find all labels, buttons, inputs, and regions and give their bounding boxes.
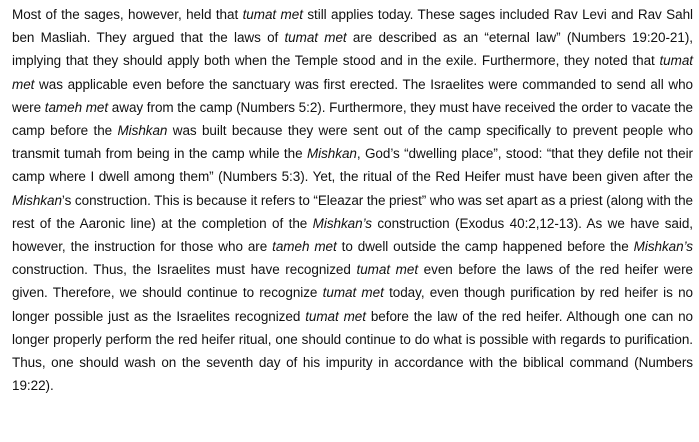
italic-term: tumat met	[356, 262, 419, 278]
text-run: construction. Thus, the Israelites must have recognized	[12, 262, 357, 278]
italic-term: Mishkan	[12, 192, 62, 208]
text-run: to dwell outside the camp happened before the	[336, 239, 634, 255]
text-run: today, even though purification by red heifer is no longer possible just as the Israelites recognized	[12, 285, 693, 324]
italic-term: tumat met	[284, 30, 347, 46]
text-run: are described as an “eternal law” (Numbers 19:20-21), implying that they should apply both when the Temple stood and in the exile. Furthermore, they noted that	[12, 30, 693, 69]
text-run: was applicable even before the sanctuary was first erected. The Israelites were commanded to send all who were	[12, 76, 693, 115]
text-run: even before the laws of the red heifer were given. Therefore, we should continue to recognize	[12, 262, 693, 301]
italic-term: Mishkan’s	[633, 239, 693, 255]
italic-term: tameh met	[44, 99, 109, 115]
text-run: away from the camp (Numbers 5:2). Furthermore, they must have received the order to vacate the camp before the	[12, 99, 693, 139]
text-run: before the law of the red heifer. Although one can no longer properly perform the red heifer ritual, one should continue to do what is possible with regards to purification. Thus, one should wash on the seventh day of his impurity in accordance with the biblical command (Numbers 19:22).	[12, 308, 693, 394]
text-run: was built because they were sent out of the camp specifically to prevent people who transmit tumah from being in the camp while the	[12, 123, 693, 162]
italic-term: tameh met	[272, 239, 337, 255]
italic-term: tumat met	[305, 308, 366, 324]
text-run: , God’s “dwelling place”, stood: “that they defile not their camp where I dwell among them” (Numbers 5:3). Yet, the ritual of the Red Heifer must have been given after the	[12, 146, 693, 185]
text-run: ’s construction. This is because it refers to “Eleazar the priest” who was set apart as a priest (along with the rest of the Aaronic line) at the completion of the	[12, 192, 693, 231]
italic-term: Mishkan	[306, 146, 357, 162]
text-run: Most of the sages, however, held that	[12, 7, 243, 22]
italic-term: Mishkan’s	[312, 215, 372, 231]
text-run: construction (Exodus 40:2,12-13). As we have said, however, the instruction for those who are	[12, 215, 693, 255]
italic-term: tumat met	[322, 285, 384, 301]
italic-term: tumat met	[12, 53, 693, 92]
italic-term: Mishkan	[117, 123, 168, 139]
italic-term: tumat met	[242, 7, 303, 22]
text-run: still applies today. These sages included Rav Levi and Rav Sahl ben Masliah. They argued that the laws of	[12, 7, 693, 46]
body-paragraph	[12, 3, 693, 397]
